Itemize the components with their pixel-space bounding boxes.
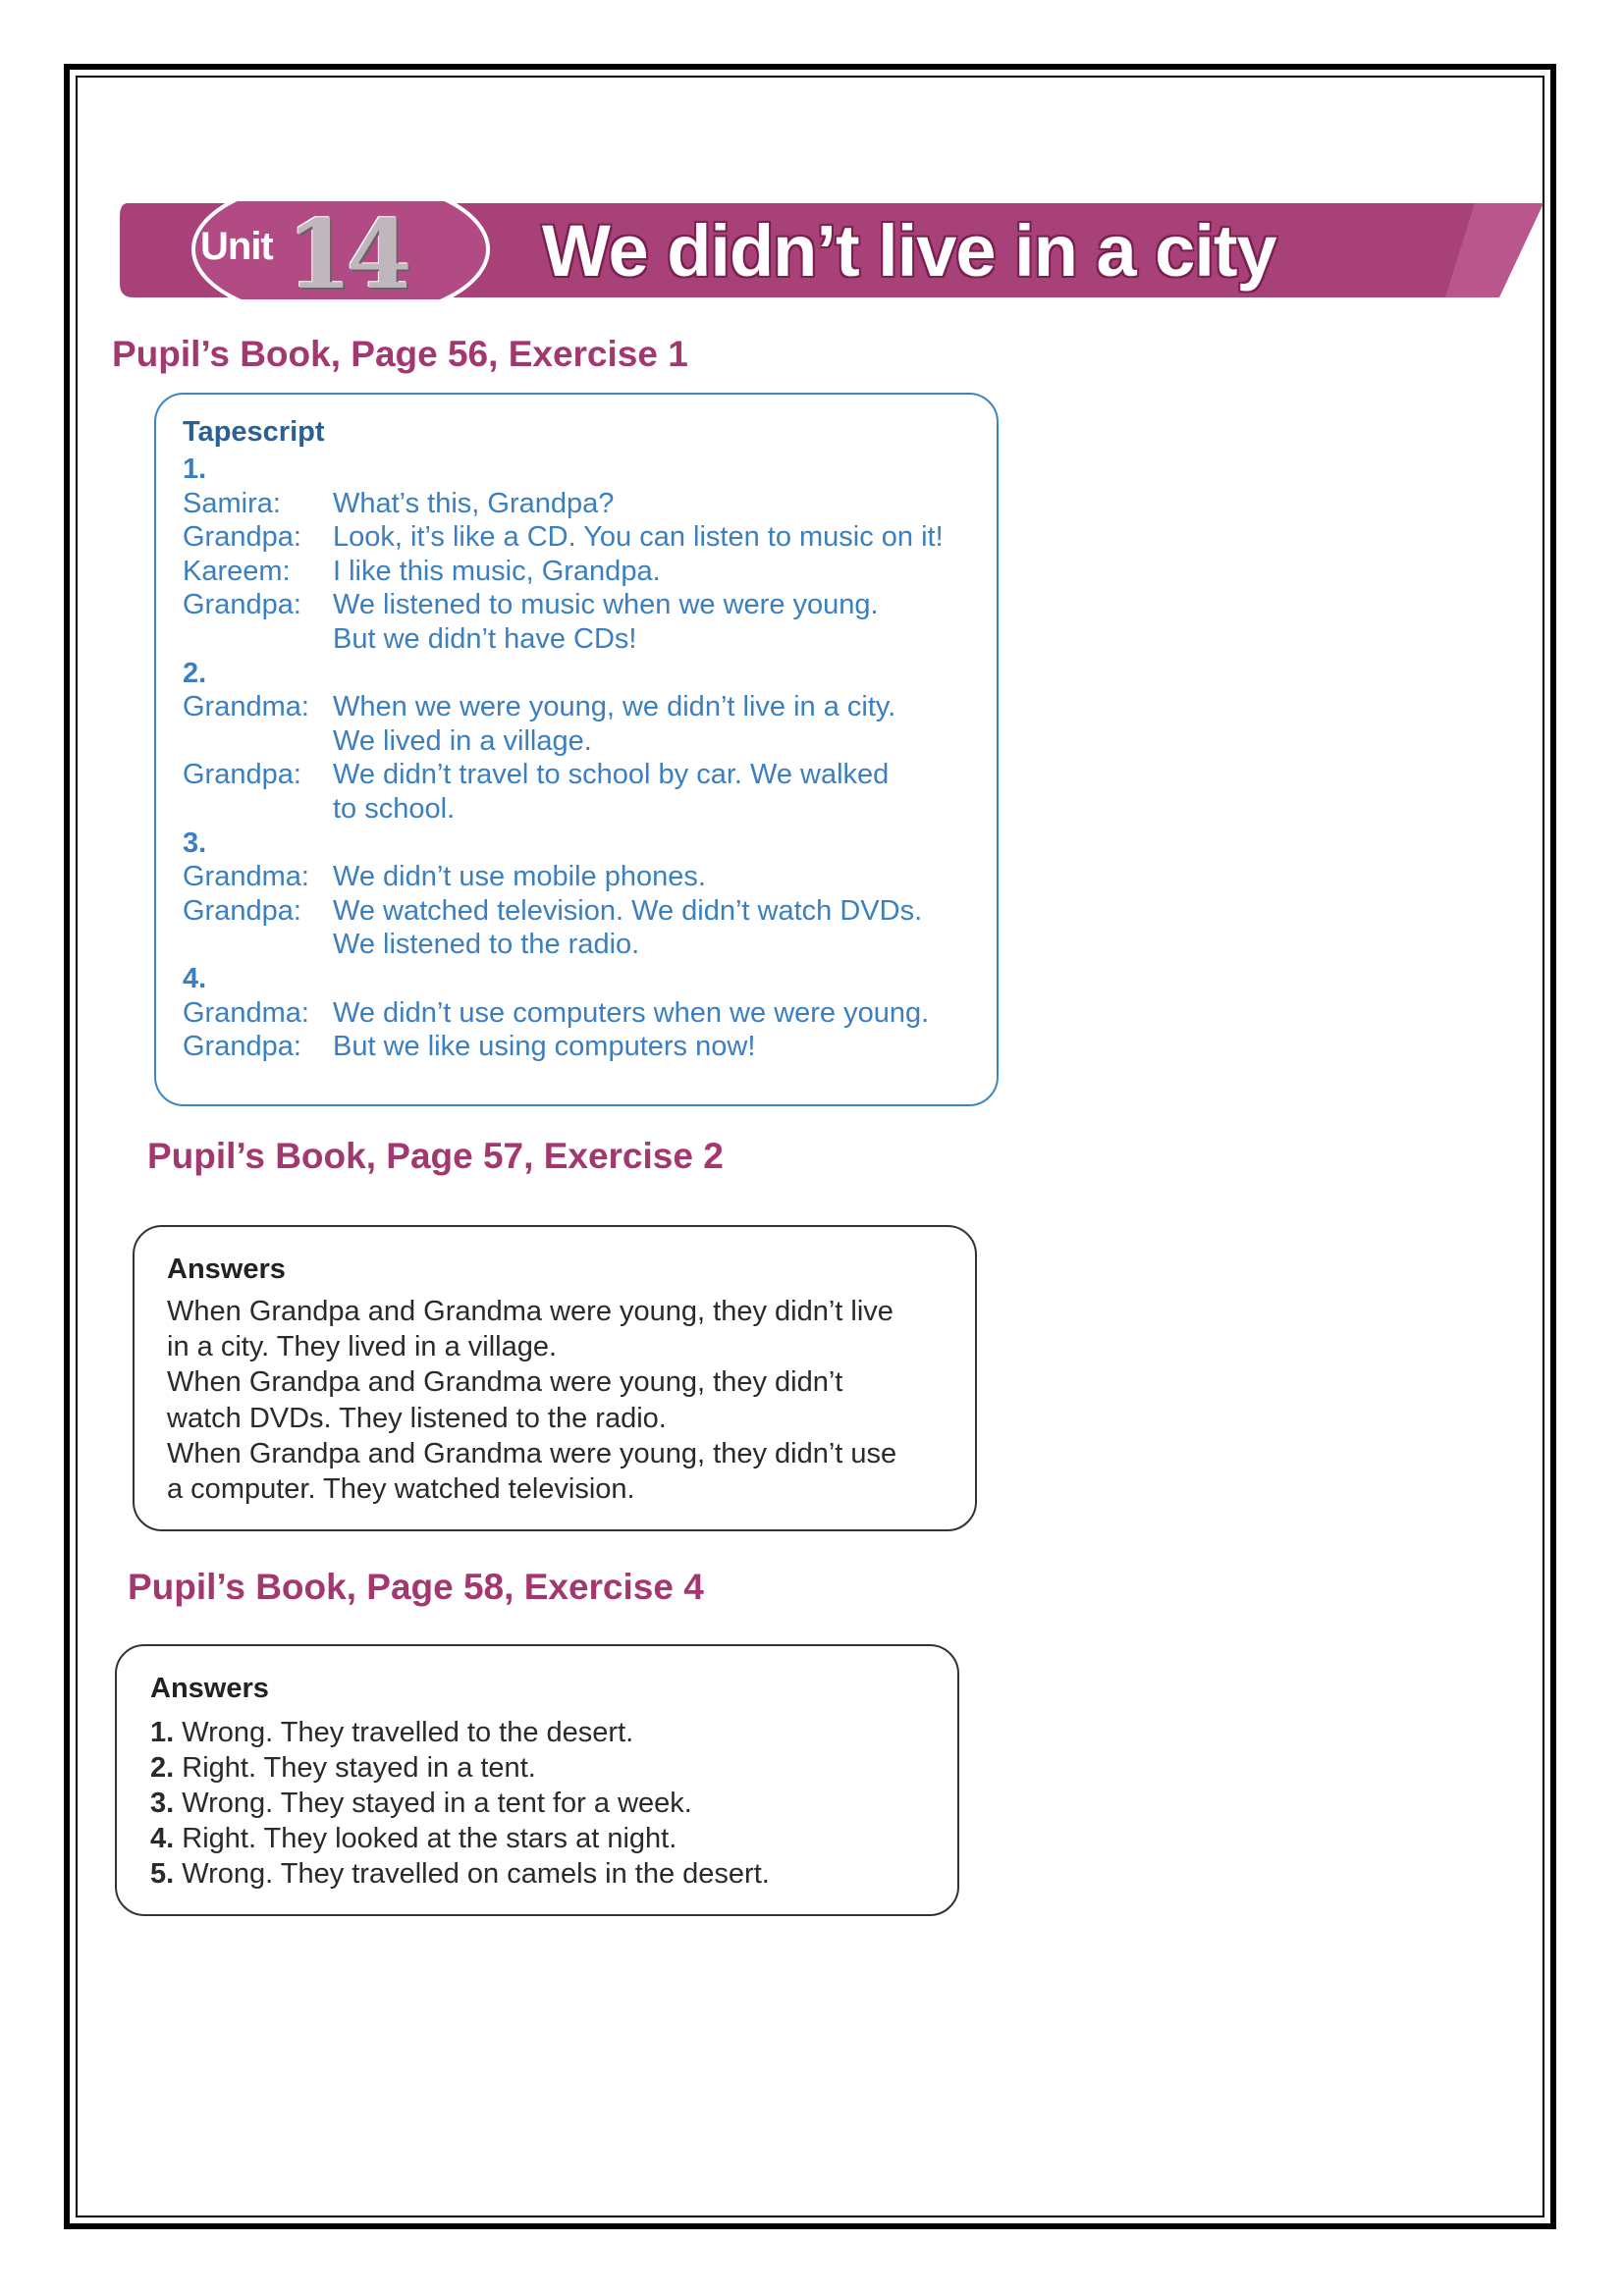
answer-text-line: a computer. They watched television. [167, 1473, 635, 1505]
tapescript-item-number: 2. [183, 657, 207, 689]
speaker-label: Grandma: [183, 861, 309, 893]
list-item [150, 1788, 692, 1820]
unit-number: 14 [287, 199, 406, 310]
answer-text-line: When Grandpa and Grandma were young, they didn’t live [167, 1296, 893, 1327]
speaker-label: Grandpa: [183, 589, 301, 621]
dialogue-text: to school. [333, 793, 456, 825]
speaker-label: Grandma: [183, 691, 309, 723]
list-item [150, 1717, 633, 1749]
list-item [150, 1752, 536, 1785]
dialogue-text: We listened to music when we were young. [333, 589, 879, 621]
dialogue-text: I like this music, Grandpa. [333, 555, 661, 587]
section-heading-exercise-1: Pupil’s Book, Page 56, Exercise 1 [112, 334, 688, 374]
list-item [150, 1823, 677, 1855]
list-item-number: 5. [150, 1858, 175, 1890]
dialogue-text: But we like using computers now! [333, 1031, 756, 1063]
answers-title: Answers [150, 1673, 269, 1704]
speaker-label: Samira: [183, 487, 281, 519]
dialogue-text: We lived in a village. [333, 724, 592, 757]
answers-box-exercise-4 [115, 1644, 959, 1916]
list-item [150, 1858, 770, 1891]
answer-text-line: watch DVDs. They listened to the radio. [167, 1402, 667, 1434]
list-item-text: Wrong. They travelled to the desert. [174, 1717, 634, 1748]
speaker-label: Grandpa: [183, 894, 301, 927]
dialogue-text: We didn’t travel to school by car. We walked [333, 759, 890, 791]
list-item-number: 2. [150, 1752, 175, 1784]
list-item-number: 1. [150, 1717, 175, 1748]
answers-title: Answers [167, 1254, 286, 1285]
tapescript-box [154, 393, 999, 1106]
unit-label: Unit [200, 225, 273, 268]
tapescript-title: Tapescript [183, 416, 325, 448]
speaker-label: Grandpa: [183, 759, 301, 791]
unit-banner [120, 199, 1543, 310]
answer-text-line: When Grandpa and Grandma were young, they didn’t use [167, 1437, 897, 1469]
speaker-label: Grandma: [183, 996, 309, 1029]
speaker-label: Grandpa: [183, 1031, 301, 1063]
answer-text-line: in a city. They lived in a village. [167, 1331, 558, 1363]
list-item-text: Right. They looked at the stars at night. [174, 1823, 677, 1854]
dialogue-text: We didn’t use computers when we were young. [333, 996, 930, 1029]
list-item-number: 3. [150, 1788, 175, 1819]
dialogue-text: We didn’t use mobile phones. [333, 861, 706, 893]
dialogue-text: What’s this, Grandpa? [333, 487, 615, 519]
dialogue-text: When we were young, we didn’t live in a city. [333, 691, 896, 723]
answer-text-line: When Grandpa and Grandma were young, they didn’t [167, 1366, 843, 1399]
section-heading-exercise-4: Pupil’s Book, Page 58, Exercise 4 [128, 1567, 704, 1607]
list-item-number: 4. [150, 1823, 175, 1854]
dialogue-text: Look, it’s like a CD. You can listen to music on it! [333, 521, 944, 554]
tapescript-item-number: 4. [183, 963, 207, 994]
dialogue-text: But we didn’t have CDs! [333, 623, 637, 655]
unit-title: We didn’t live in a city [542, 210, 1276, 292]
list-item-text: Right. They stayed in a tent. [174, 1752, 536, 1784]
section-heading-exercise-2: Pupil’s Book, Page 57, Exercise 2 [147, 1136, 724, 1176]
tapescript-item-number: 3. [183, 827, 207, 859]
speaker-label: Grandpa: [183, 521, 301, 554]
answers-box-exercise-2 [133, 1225, 977, 1531]
speaker-label: Kareem: [183, 555, 291, 587]
list-item-text: Wrong. They stayed in a tent for a week. [174, 1788, 692, 1819]
dialogue-text: We watched television. We didn’t watch DVDs. [333, 894, 923, 927]
dialogue-text: We listened to the radio. [333, 929, 640, 961]
list-item-text: Wrong. They travelled on camels in the desert. [174, 1858, 770, 1890]
tapescript-item-number: 1. [183, 454, 207, 485]
